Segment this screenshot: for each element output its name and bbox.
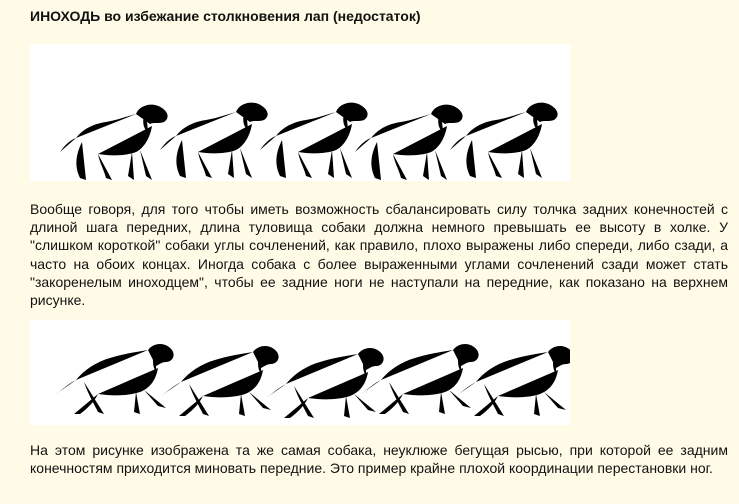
paragraph-body-2: На этом рисунке изображена та же самая собака, неуклюже бегущая рысью, при которой ее задним конечностям приходится миновать передние. Это пример крайне плохой координации перестановки ног. — [30, 442, 728, 477]
trot-frame-2 — [161, 346, 279, 416]
trot-frame-3 — [266, 348, 384, 418]
trot-frame-1 — [56, 344, 174, 414]
dog-frame-5 — [450, 64, 558, 178]
page-heading: ИНОХОДЬ во избежание столкновения лап (недостаток) — [30, 8, 421, 24]
gait-illustration-bottom — [30, 320, 570, 425]
gait-illustration-top — [30, 44, 570, 181]
dog-frame-1 — [60, 66, 168, 180]
paragraph-body-1: Вообще говоря, для того чтобы иметь возможность сбалансировать силу толчка задних конечностей с длиной шага передних, длина туловища собаки должна немного превышать ее высоту в холке. У "слишком короткой" собаки углы сочленений, как правило, плохо выражены либо спереди, либо сзади, а часто на обоих концах. Иногда собака с более выраженными углами сочленений сзади может стать "закоренелым иноходцем", чтобы ее задние ноги не наступали на передние, как показано на верхнем рисунке. — [30, 201, 728, 309]
dog-frame-3 — [260, 64, 368, 178]
dog-frame-2 — [160, 64, 268, 178]
dog-frame-4 — [355, 66, 463, 180]
